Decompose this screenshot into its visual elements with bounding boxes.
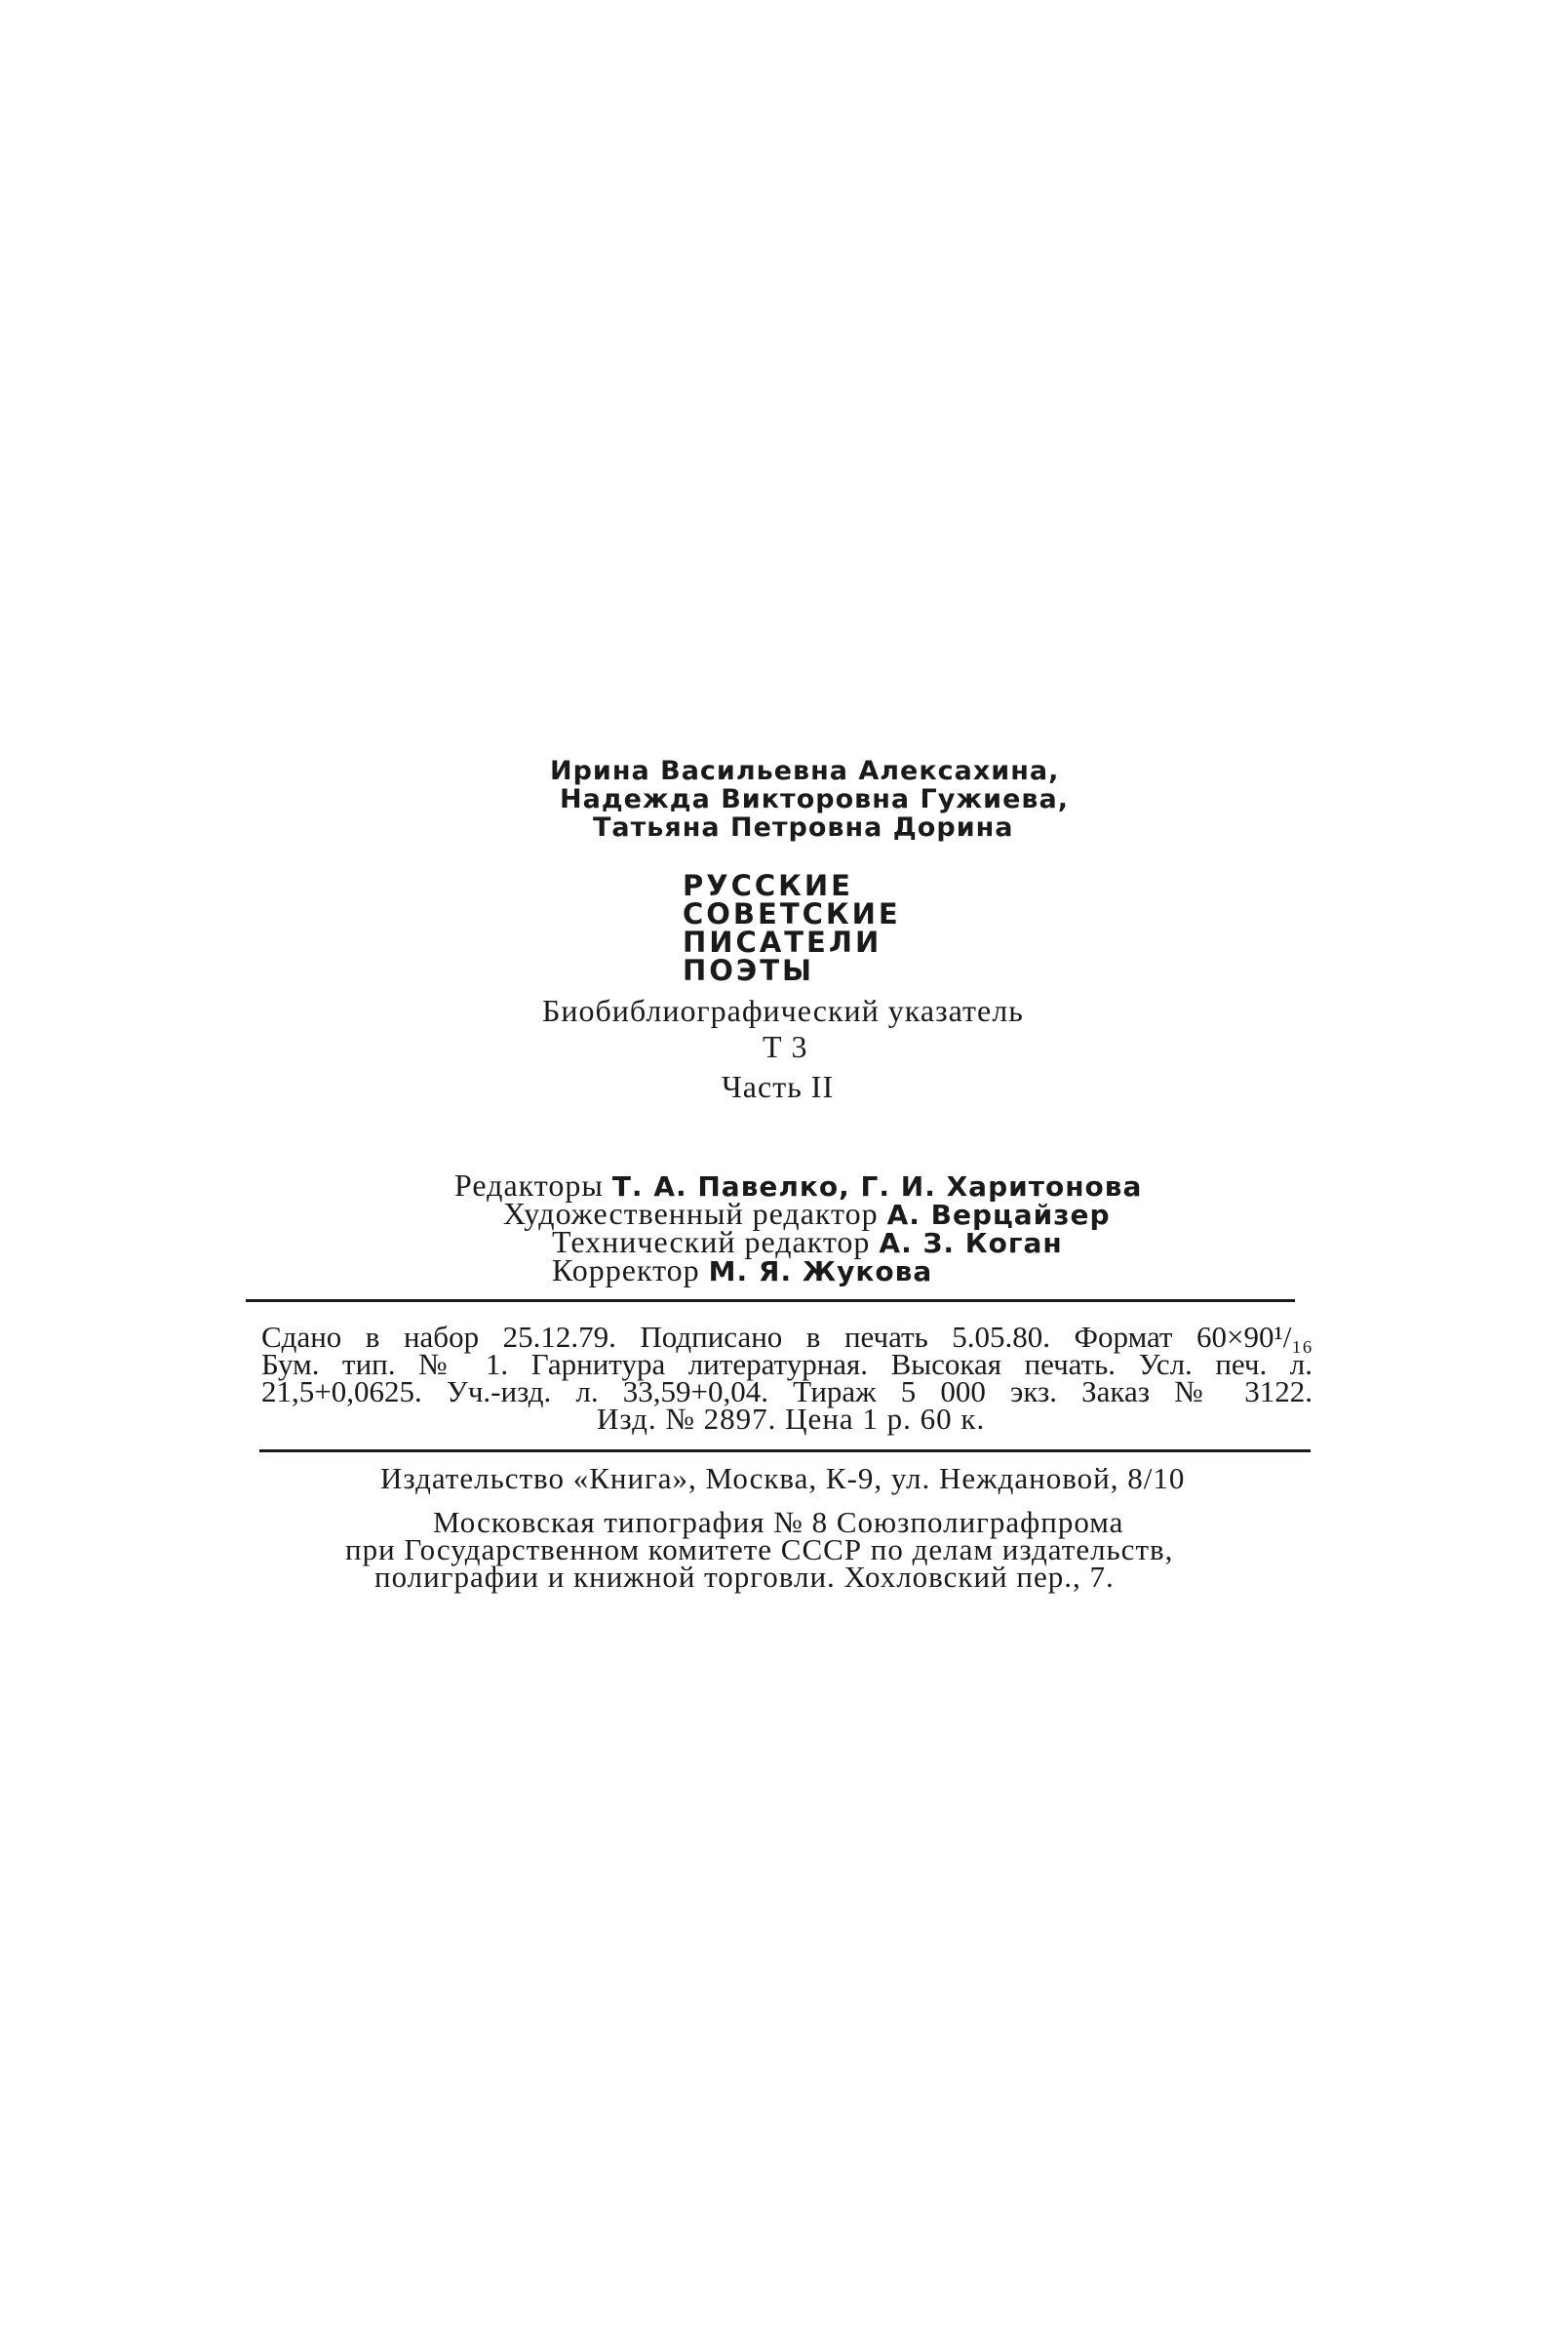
credit-role: Корректор xyxy=(552,1252,700,1287)
author-2: Надежда Викторовна Гужиева, xyxy=(560,784,1069,814)
title-line-1: РУССКИЕ xyxy=(683,869,853,902)
printer-line-1: Московская типография № 8 Союзполиграфпрома xyxy=(433,1505,1124,1539)
title-line-4: ПОЭТЫ xyxy=(683,954,815,987)
print-details-line-4: Изд. № 2897. Цена 1 р. 60 к. xyxy=(597,1402,986,1436)
author-1: Ирина Васильевна Алексахина, xyxy=(550,756,1060,786)
volume: Т 3 xyxy=(763,1029,808,1064)
print-details-line-3: 21,5+0,0625. Уч.-изд. л. 33,59+0,04. Тираж 5 000 экз. Заказ № 3122. xyxy=(261,1374,1313,1408)
author-3: Татьяна Петровна Дорина xyxy=(593,812,1014,843)
subtitle: Биобиблиографический указатель xyxy=(542,993,1024,1028)
title-line-3: ПИСАТЕЛИ xyxy=(683,926,882,959)
divider-top xyxy=(246,1299,1295,1302)
credit-proofreader xyxy=(552,1254,932,1287)
print-details-line-2: Бум. тип. № 1. Гарнитура литературная. Высокая печать. Усл. печ. л. xyxy=(261,1347,1313,1381)
publisher: Издательство «Книга», Москва, К-9, ул. Неждановой, 8/10 xyxy=(380,1461,1186,1495)
credit-role: Художественный редактор xyxy=(503,1196,879,1231)
credit-role: Редакторы xyxy=(454,1168,604,1203)
credit-names: А. Верцайзер xyxy=(886,1199,1111,1231)
print-details-line-1: Сдано в набор 25.12.79. Подписано в печать 5.05.80. Формат 60×90¹/₁₆ xyxy=(261,1320,1313,1354)
credit-names: Т. А. Павелко, Г. И. Харитонова xyxy=(611,1170,1143,1203)
divider-bottom xyxy=(259,1449,1311,1452)
credit-role: Технический редактор xyxy=(552,1224,871,1259)
credit-names: А. З. Коган xyxy=(879,1227,1063,1259)
printer-line-2: при Государственном комитете СССР по делам издательств, xyxy=(345,1532,1174,1566)
part: Часть II xyxy=(722,1069,835,1104)
printer-line-3: полиграфии и книжной торговли. Хохловский пер., 7. xyxy=(374,1560,1115,1594)
title-line-2: СОВЕТСКИЕ xyxy=(683,897,901,930)
credit-names: М. Я. Жукова xyxy=(708,1255,933,1287)
